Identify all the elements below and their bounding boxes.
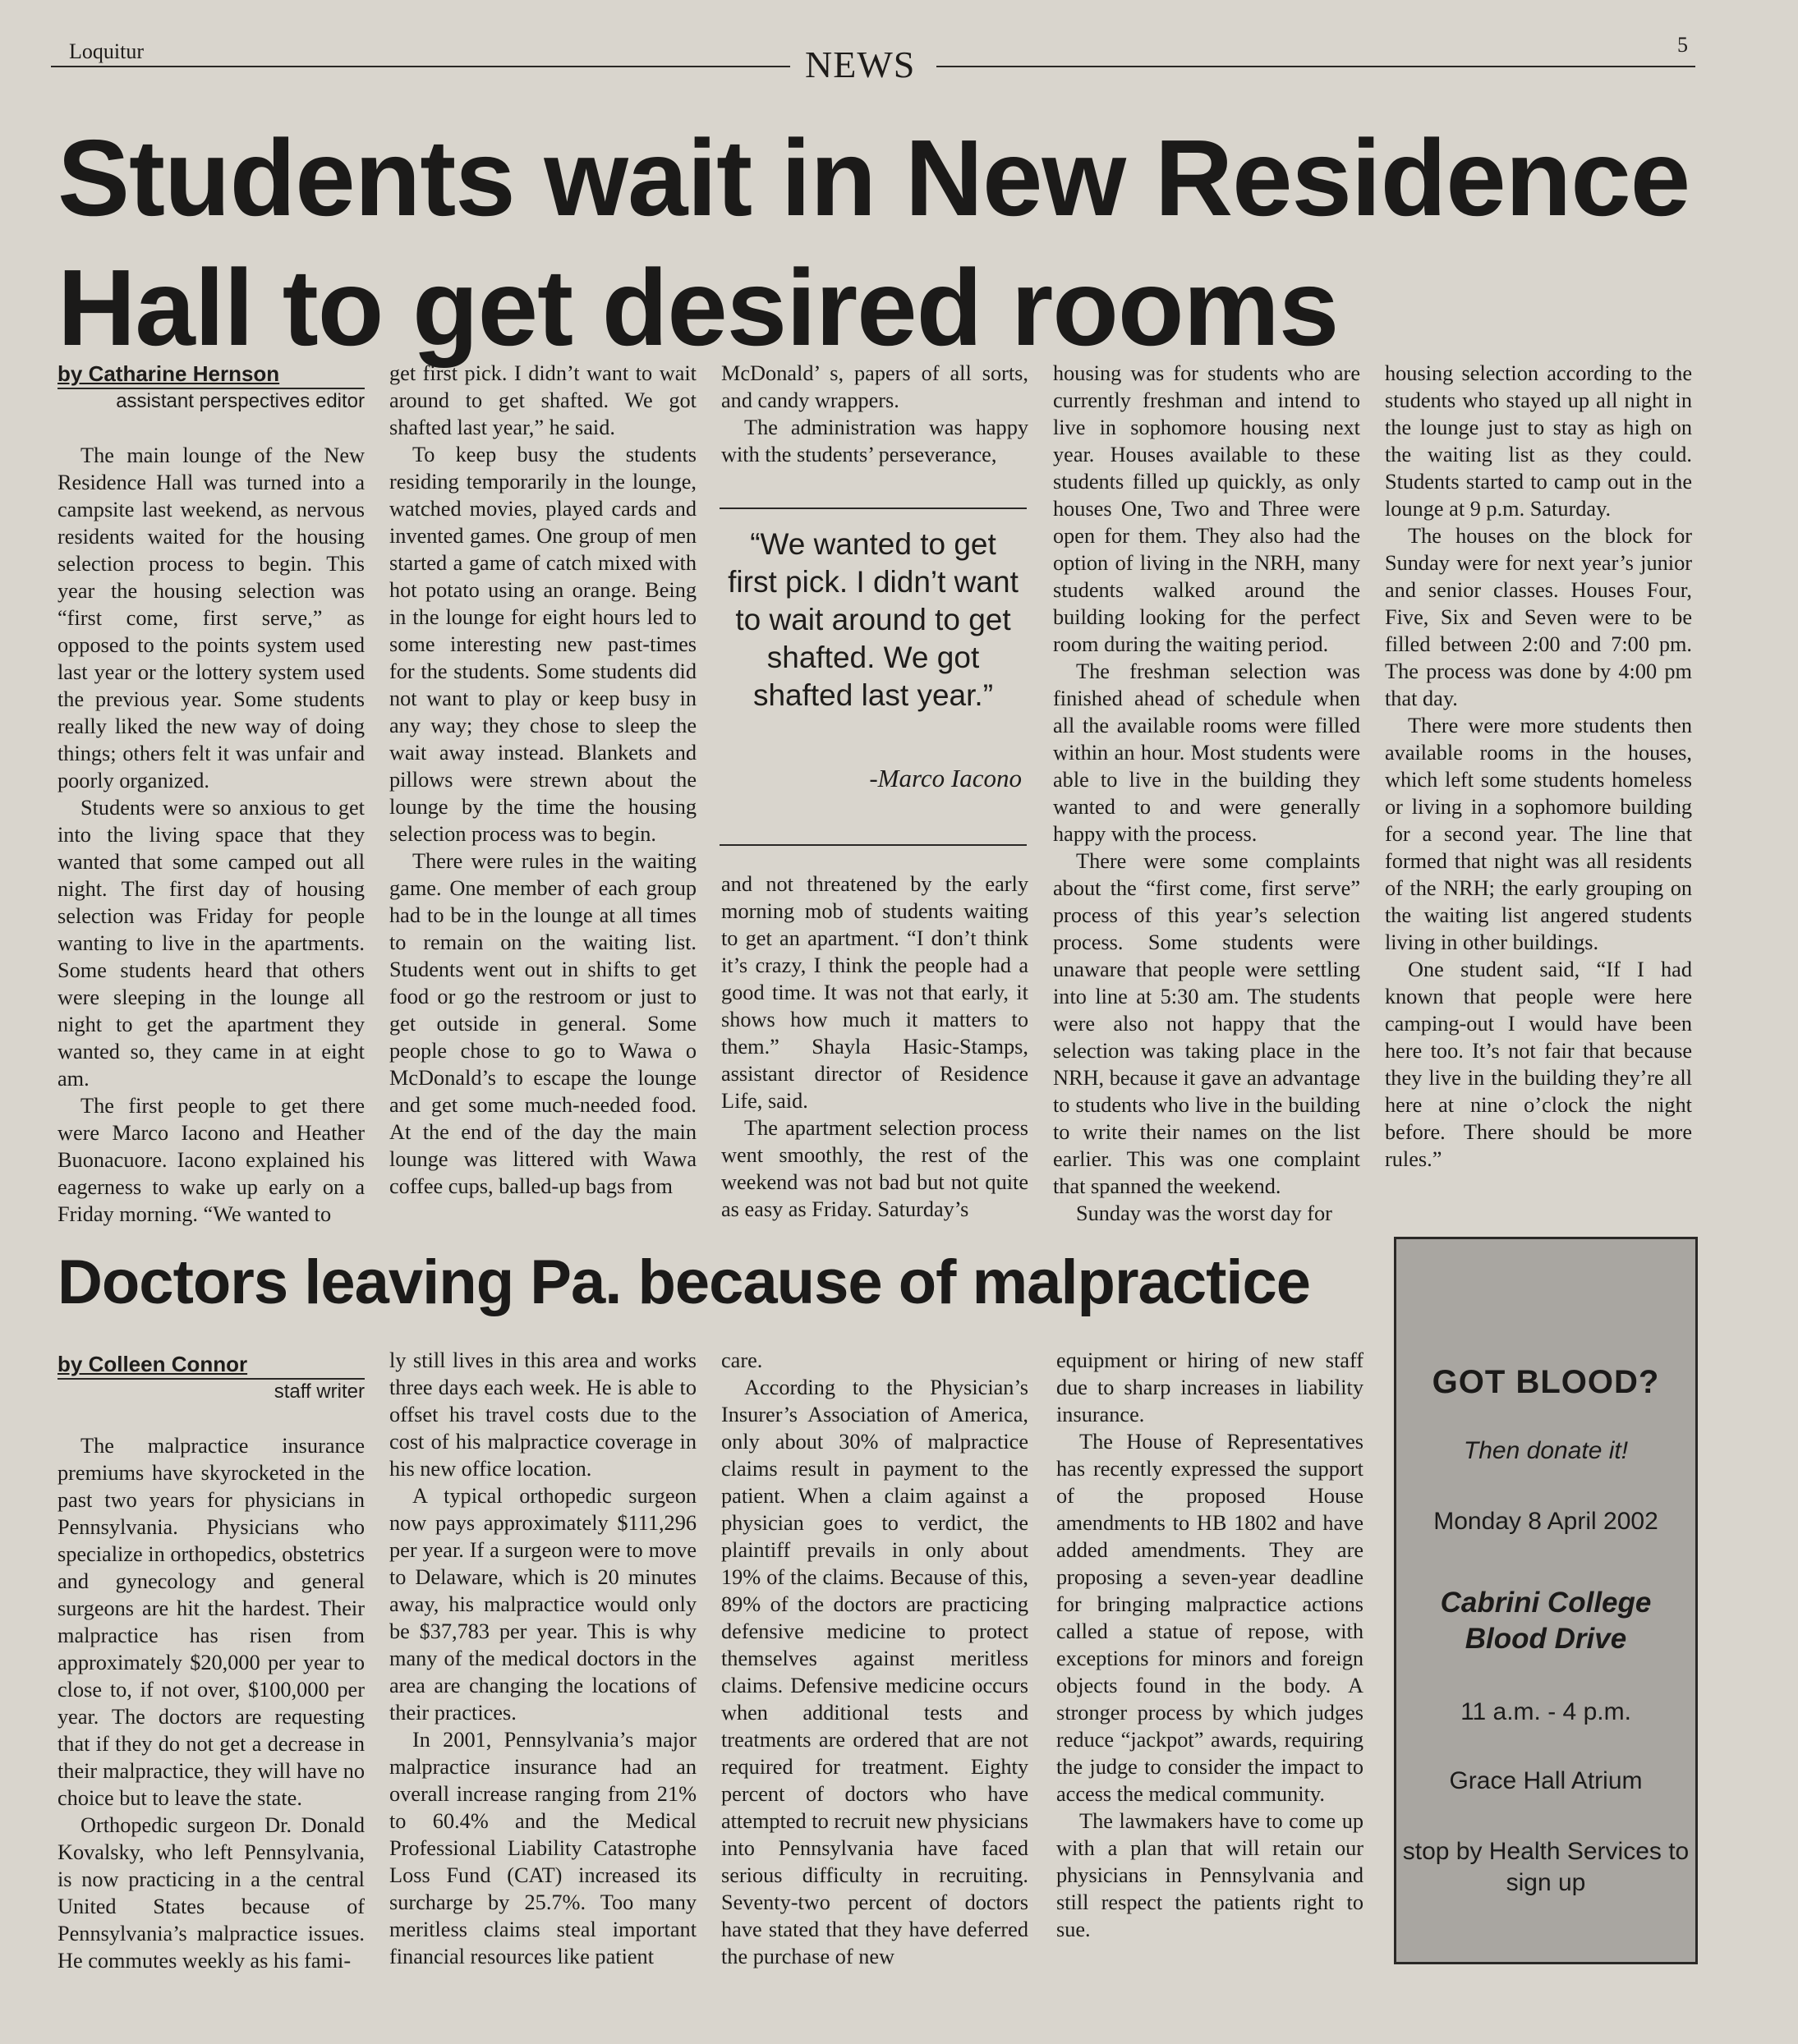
paragraph: In 2001, Pennsylvania’s major malpractice insurance had an overall increase ranging from 21% to 60.4% and the Medical Professional Liability Catastrophe Loss Fund (CAT) increased its surcharge by 25.7%. Too many meritless claims steal important financial resources like patient: [389, 1728, 697, 1968]
article1-column-3-top: [721, 360, 1028, 468]
masthead-rule-right: [936, 66, 1695, 67]
paragraph: Orthopedic surgeon Dr. Donald Kovalsky, who left Pennsylvania, is now practicing in a the central United States because of Pennsylvania’s malpractice issues. He commutes weekly as his fami-: [57, 1813, 365, 1973]
ad-location: Grace Hall Atrium: [1449, 1767, 1643, 1794]
ad-date: Monday 8 April 2002: [1433, 1508, 1658, 1535]
article2-headline: Doctors leaving Pa. because of malpractice: [57, 1247, 1311, 1317]
article2-author-role: staff writer: [57, 1378, 365, 1404]
article2-author: by Colleen Connor: [57, 1352, 248, 1376]
paragraph: The administration was happy with the students’ perseverance,: [721, 416, 1028, 466]
paragraph: A typical orthopedic surgeon now pays approximately $111,296 per year. If a surgeon were to move to Delaware, which is 20 minutes away, his malpractice would only be $37,783 per year. This is why many of the medical doctors in the area are changing the locations of their practices.: [389, 1484, 697, 1725]
paragraph: There were more students then available rooms in the houses, which left some students homeless or living in a sophomore building for a second year. The line that formed that night was all residents of the NRH; the early grouping on the waiting list angered students living in other buildings.: [1385, 714, 1692, 954]
paragraph: Sunday was the worst day for: [1076, 1201, 1332, 1225]
ad-subtitle: Then donate it!: [1463, 1437, 1629, 1464]
paragraph: To keep busy the students residing temporarily in the lounge, watched movies, played cards and invented games. One group of men started a game of catch mixed with hot potato using an orange. Being in the lounge for eight hours led to some interesting new past-times for the students. Some students did not want to play or keep busy in any way; they chose to sleep the wait away instead. Blankets and pillows were strewn about the lounge by the time the housing selection process was to begin.: [389, 443, 697, 846]
paragraph: The main lounge of the New Residence Hall was turned into a campsite last weekend, as nervous residents waited for the housing selection process to begin. This year the housing selection was “first come, first serve,” as opposed to the points system used last year or the lottery system used the previous year. Some students really liked the new way of doing things; others felt it was unfair and poorly organized.: [57, 443, 365, 792]
pull-quote-text: “We wanted to get first pick. I didn’t want to wait around to get shafted. We got shafted last year.”: [728, 527, 1019, 712]
article1-byline: [57, 361, 365, 414]
article1-column-2: [389, 360, 697, 1200]
page-number: 5: [1677, 33, 1688, 57]
article1-author-role: assistant perspectives editor: [57, 388, 365, 414]
paragraph: The apartment selection process went smoothly, the rest of the weekend was not bad but not quite as easy as Friday. Saturday’s: [721, 1116, 1028, 1221]
paragraph: care.: [721, 1348, 763, 1372]
paragraph: The first people to get there were Marco Iacono and Heather Buonacuore. Iacono explained his eagerness to wake up early on a Friday morning. “We wanted to: [57, 1094, 365, 1226]
paragraph: There were rules in the waiting game. One member of each group had to be in the lounge at all times to remain on the waiting list. Students went out in shifts to get food or go the restroom or just to get outside in general. Some people chose to go to Wawa o McDonald’s to escape the lounge and get some much-needed food. At the end of the day the main lounge was littered with Wawa coffee cups, balled-up bags from: [389, 849, 697, 1198]
article2-column-3: [721, 1347, 1028, 1970]
paragraph: The houses on the block for Sunday were for next year’s junior and senior classes. Houses Four, Five, Six and Seven were to be filled between 2:00 and 7:00 pm. The process was done by 4:00 pm that day.: [1385, 524, 1692, 710]
paragraph: housing was for students who are currently freshman and intend to live in sophomore housing next year. Houses available to these students filled up quickly, as only houses One, Two and Three were open for them. They also had the option of living in the NRH, many students walked around the building looking for the perfect room during the waiting period.: [1053, 361, 1360, 656]
article1-headline: Students wait in New Residence Hall to get desired rooms: [57, 117, 1690, 368]
paragraph: and not threatened by the early morning mob of students waiting to get an apartment. “I don’t think it’s crazy, I think the people had a good time. It was not that early, it shows how much it matters to them.” Shayla Hasic-Stamps, assistant director of Residence Life, said.: [721, 872, 1028, 1113]
paragraph: equipment or hiring of new staff due to sharp increases in liability insurance.: [1056, 1348, 1363, 1426]
ad-event-name: Cabrini College Blood Drive: [1440, 1587, 1652, 1655]
paragraph: McDonald’ s, papers of all sorts, and candy wrappers.: [721, 361, 1028, 412]
article1-column-1: [57, 361, 365, 1228]
paragraph: The House of Representatives has recently expressed the support of the proposed House amendments to HB 1802 and have added amendments. They are proposing a seven-year deadline for bringing malpractice actions called a statue of repose, with exceptions for minors and foreign objects found in the body. A stronger process by which judges reduce “jackpot” awards, requiring the judge to consider the impact to access the medical community.: [1056, 1430, 1363, 1806]
paper-name: Loquitur: [69, 39, 144, 63]
article1-author: by Catharine Hernson: [57, 361, 280, 386]
blood-drive-ad: [1394, 1237, 1698, 1964]
masthead-rule-left: [51, 66, 790, 67]
paragraph: There were some complaints about the “first come, first serve” process of this year’s selection process. Some students were unaware that people were settling into line at 5:30 am. The students were also not happy that the selection was taking place in the NRH, because it gave an advantage to students who live in the building to write their names on the list earlier. This was one complaint that spanned the weekend.: [1053, 849, 1360, 1198]
paragraph: The freshman selection was finished ahead of schedule when all the available rooms were filled within an hour. Most students were able to live in the building they wanted to and were generally happy with the process.: [1053, 659, 1360, 846]
paragraph: The malpractice insurance premiums have skyrocketed in the past two years for physicians in Pennsylvania. Physicians who specialize in orthopedics, obstetrics and gynecology and general surgeons are hit the hardest. Their malpractice has risen from approximately $20,000 per year to close to, if not over, $100,000 per year. The doctors are requesting that if they do not get a decrease in their malpractice, they will have no choice but to leave the state.: [57, 1434, 365, 1810]
article2-byline: [57, 1352, 365, 1404]
article2-column-2: [389, 1347, 697, 1970]
pull-quote-attribution: -Marco Iacono: [869, 764, 1022, 792]
ad-title: GOT BLOOD?: [1432, 1364, 1660, 1400]
pull-quote: [720, 508, 1027, 846]
paragraph: Students were so anxious to get into the living space that they wanted that some camped out all night. The first day of housing selection was Friday for people wanting to live in the apartments. Some students heard that others were sleeping in the lounge all night to get the apartment they wanted so, they came in at eight am.: [57, 796, 365, 1091]
paragraph: The lawmakers have to come up with a plan that will retain our physicians in Pennsylvania and still respect the patients right to sue.: [1056, 1809, 1363, 1941]
paragraph: housing selection according to the students who stayed up all night in the lounge just to stay as high on the waiting list as they could. Students started to camp out in the lounge at 9 p.m. Saturday.: [1385, 361, 1692, 521]
paragraph: get first pick. I didn’t want to wait around to get shafted. We got shafted last year,” he said.: [389, 361, 697, 439]
article1-column-5: [1385, 360, 1692, 1173]
paragraph: One student said, “If I had known that people were here camping-out I would have been here too. It’s not fair that because they live in the building they’re all here at nine o’clock the night before. There should be more rules.”: [1385, 958, 1692, 1171]
article2-column-1: [57, 1352, 365, 1974]
ad-signup-note: stop by Health Services to sign up: [1402, 1838, 1690, 1896]
paragraph: According to the Physician’s Insurer’s Association of America, only about 30% of malpractice claims result in payment to the patient. When a claim against a physician goes to verdict, the plaintiff prevails in only about 19% of the claims. Because of this, 89% of the doctors are practicing defensive medicine to protect themselves against meritless claims. Defensive medicine occurs when additional tests and treatments are ordered that are not required for treatment. Eighty percent of doctors who have attempted to recruit new physicians into Pennsylvania have faced serious difficulty in recruiting. Seventy-two percent of doctors have stated that they have deferred the purchase of new: [721, 1376, 1028, 1968]
ad-time: 11 a.m. - 4 p.m.: [1460, 1698, 1631, 1725]
paragraph: ly still lives in this area and works three days each week. He is able to offset his travel costs due to the cost of his malpractice coverage in his new office location.: [389, 1348, 697, 1481]
article2-column-4: [1056, 1347, 1363, 1943]
article1-column-4: [1053, 360, 1360, 1227]
section-title: NEWS: [805, 44, 916, 85]
article1-column-3-bottom: [721, 870, 1028, 1223]
